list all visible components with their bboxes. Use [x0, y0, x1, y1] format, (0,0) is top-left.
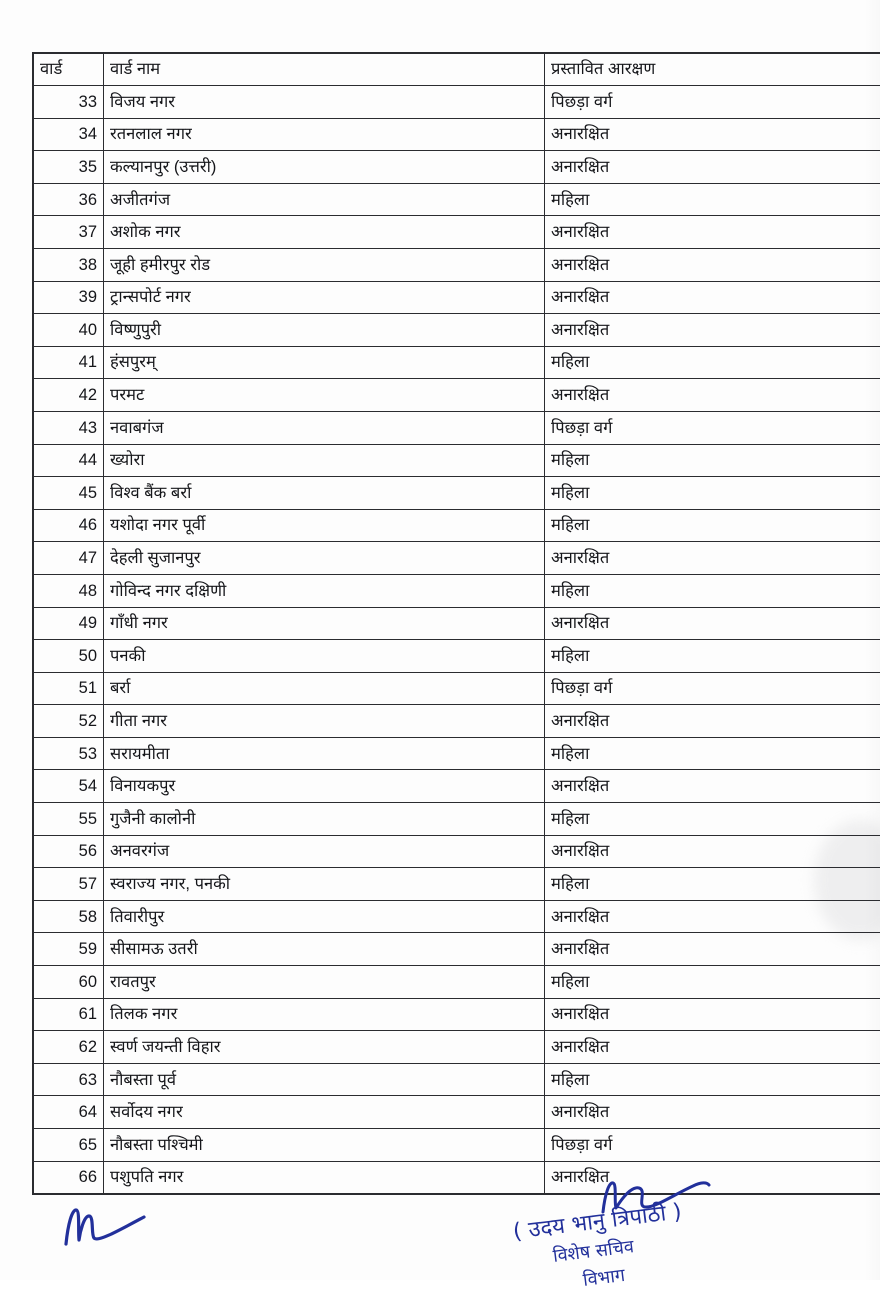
cell-reservation: अनारक्षित	[545, 705, 880, 738]
table-row	[34, 835, 880, 868]
cell-ward-no: 48	[34, 574, 104, 607]
cell-ward-no: 40	[34, 314, 104, 347]
cell-ward-no: 38	[34, 248, 104, 281]
cell-ward-name: विजय नगर	[104, 86, 545, 119]
cell-ward-no: 60	[34, 966, 104, 999]
cell-reservation: अनारक्षित	[545, 248, 880, 281]
table-header	[34, 54, 880, 86]
table-row	[34, 151, 880, 184]
cell-ward-name: सर्वोदय नगर	[104, 1096, 545, 1129]
cell-reservation: महिला	[545, 346, 880, 379]
cell-reservation: अनारक्षित	[545, 281, 880, 314]
signer-name: ( उदय भानु त्रिपाठी )	[511, 1195, 683, 1245]
cell-ward-no: 56	[34, 835, 104, 868]
cell-ward-name: हंसपुरम्	[104, 346, 545, 379]
column-header-reservation: प्रस्तावित आरक्षण	[545, 54, 880, 86]
table-row	[34, 542, 880, 575]
table-row	[34, 118, 880, 151]
cell-ward-name: कल्यानपुर (उत्तरी)	[104, 151, 545, 184]
cell-ward-name: तिवारीपुर	[104, 900, 545, 933]
cell-ward-no: 53	[34, 737, 104, 770]
cell-reservation: अनारक्षित	[545, 933, 880, 966]
cell-ward-no: 34	[34, 118, 104, 151]
table-row	[34, 770, 880, 803]
table-row	[34, 183, 880, 216]
cell-reservation: महिला	[545, 444, 880, 477]
table-header-row	[34, 54, 880, 86]
cell-reservation: अनारक्षित	[545, 151, 880, 184]
table-row	[34, 900, 880, 933]
cell-reservation: महिला	[545, 509, 880, 542]
table-row	[34, 477, 880, 510]
table-row	[34, 314, 880, 347]
cell-ward-name: विनायकपुर	[104, 770, 545, 803]
table-row	[34, 998, 880, 1031]
cell-reservation: अनारक्षित	[545, 379, 880, 412]
cell-reservation: महिला	[545, 640, 880, 673]
cell-reservation: अनारक्षित	[545, 118, 880, 151]
table-row	[34, 346, 880, 379]
cell-ward-name: तिलक नगर	[104, 998, 545, 1031]
cell-ward-no: 64	[34, 1096, 104, 1129]
cell-reservation: अनारक्षित	[545, 835, 880, 868]
cell-ward-name: नवाबगंज	[104, 411, 545, 444]
cell-reservation: अनारक्षित	[545, 998, 880, 1031]
table-row	[34, 607, 880, 640]
cell-ward-name: सरायमीता	[104, 737, 545, 770]
cell-reservation: अनारक्षित	[545, 314, 880, 347]
table-row	[34, 933, 880, 966]
column-header-ward-no: वार्ड	[34, 54, 104, 86]
cell-ward-no: 42	[34, 379, 104, 412]
cell-ward-name: यशोदा नगर पूर्वी	[104, 509, 545, 542]
table-row	[34, 86, 880, 119]
cell-ward-name: अजीतगंज	[104, 183, 545, 216]
cell-ward-name: नौबस्ता पश्चिमी	[104, 1129, 545, 1162]
cell-ward-name: गीता नगर	[104, 705, 545, 738]
table-row	[34, 1129, 880, 1162]
table-row	[34, 574, 880, 607]
cell-ward-no: 37	[34, 216, 104, 249]
cell-reservation: अनारक्षित	[545, 1161, 880, 1194]
cell-ward-no: 66	[34, 1161, 104, 1194]
cell-ward-name: बर्रा	[104, 672, 545, 705]
cell-reservation: महिला	[545, 868, 880, 901]
cell-reservation: अनारक्षित	[545, 1031, 880, 1064]
cell-ward-name: विष्णुपुरी	[104, 314, 545, 347]
cell-ward-no: 46	[34, 509, 104, 542]
cell-ward-name: सीसामऊ उतरी	[104, 933, 545, 966]
cell-reservation: महिला	[545, 1063, 880, 1096]
table-row	[34, 1096, 880, 1129]
cell-ward-no: 51	[34, 672, 104, 705]
cell-reservation: अनारक्षित	[545, 1096, 880, 1129]
cell-reservation: पिछड़ा वर्ग	[545, 86, 880, 119]
table-row	[34, 379, 880, 412]
cell-ward-no: 59	[34, 933, 104, 966]
table-row	[34, 1161, 880, 1194]
cell-ward-name: स्वराज्य नगर, पनकी	[104, 868, 545, 901]
cell-ward-name: रतनलाल नगर	[104, 118, 545, 151]
table-row	[34, 737, 880, 770]
table-row	[34, 966, 880, 999]
cell-reservation: अनारक्षित	[545, 542, 880, 575]
cell-ward-name: ख्योरा	[104, 444, 545, 477]
cell-ward-name: ट्रान्सपोर्ट नगर	[104, 281, 545, 314]
cell-ward-no: 35	[34, 151, 104, 184]
cell-ward-name: जूही हमीरपुर रोड	[104, 248, 545, 281]
signer-title: विशेष सचिव	[552, 1234, 636, 1268]
cell-ward-no: 54	[34, 770, 104, 803]
cell-ward-no: 39	[34, 281, 104, 314]
cell-reservation: महिला	[545, 477, 880, 510]
signer-department: विभाग	[582, 1263, 627, 1292]
cell-ward-name: स्वर्ण जयन्ती विहार	[104, 1031, 545, 1064]
cell-ward-name: पशुपति नगर	[104, 1161, 545, 1194]
cell-ward-no: 36	[34, 183, 104, 216]
cell-ward-no: 41	[34, 346, 104, 379]
cell-ward-name: अशोक नगर	[104, 216, 545, 249]
cell-reservation: महिला	[545, 803, 880, 836]
cell-ward-name: रावतपुर	[104, 966, 545, 999]
cell-ward-no: 44	[34, 444, 104, 477]
cell-ward-no: 33	[34, 86, 104, 119]
cell-ward-name: देहली सुजानपुर	[104, 542, 545, 575]
cell-ward-no: 63	[34, 1063, 104, 1096]
cell-ward-no: 58	[34, 900, 104, 933]
cell-ward-name: परमट	[104, 379, 545, 412]
cell-ward-name: अनवरगंज	[104, 835, 545, 868]
table-row	[34, 248, 880, 281]
cell-reservation: अनारक्षित	[545, 770, 880, 803]
table-row	[34, 705, 880, 738]
cell-ward-no: 52	[34, 705, 104, 738]
table-row	[34, 868, 880, 901]
cell-reservation: महिला	[545, 574, 880, 607]
cell-ward-name: गाँधी नगर	[104, 607, 545, 640]
column-header-ward-name: वार्ड नाम	[104, 54, 545, 86]
table-row	[34, 444, 880, 477]
table-body	[34, 86, 880, 1194]
table-row	[34, 216, 880, 249]
table-row	[34, 1031, 880, 1064]
ward-reservation-table	[33, 53, 880, 1194]
cell-ward-name: विश्व बैंक बर्रा	[104, 477, 545, 510]
cell-ward-no: 61	[34, 998, 104, 1031]
cell-ward-no: 57	[34, 868, 104, 901]
cell-ward-name: गुजैनी कालोनी	[104, 803, 545, 836]
cell-ward-no: 62	[34, 1031, 104, 1064]
cell-ward-name: पनकी	[104, 640, 545, 673]
cell-reservation: अनारक्षित	[545, 607, 880, 640]
signature-block-right	[505, 1180, 835, 1280]
cell-ward-no: 55	[34, 803, 104, 836]
cell-reservation: महिला	[545, 966, 880, 999]
cell-ward-no: 43	[34, 411, 104, 444]
cell-ward-name: नौबस्ता पूर्व	[104, 1063, 545, 1096]
cell-ward-no: 45	[34, 477, 104, 510]
cell-reservation: पिछड़ा वर्ग	[545, 411, 880, 444]
cell-reservation: महिला	[545, 737, 880, 770]
cell-ward-name: गोविन्द नगर दक्षिणी	[104, 574, 545, 607]
cell-ward-no: 47	[34, 542, 104, 575]
cell-reservation: अनारक्षित	[545, 900, 880, 933]
table-row	[34, 281, 880, 314]
cell-reservation: पिछड़ा वर्ग	[545, 1129, 880, 1162]
table-row	[34, 640, 880, 673]
cell-ward-no: 49	[34, 607, 104, 640]
table-row	[34, 411, 880, 444]
table-row	[34, 1063, 880, 1096]
cell-reservation: महिला	[545, 183, 880, 216]
cell-reservation: पिछड़ा वर्ग	[545, 672, 880, 705]
table-row	[34, 672, 880, 705]
cell-ward-no: 50	[34, 640, 104, 673]
cell-ward-no: 65	[34, 1129, 104, 1162]
signature-initial-left	[58, 1200, 198, 1254]
table-row	[34, 803, 880, 836]
table-row	[34, 509, 880, 542]
cell-reservation: अनारक्षित	[545, 216, 880, 249]
